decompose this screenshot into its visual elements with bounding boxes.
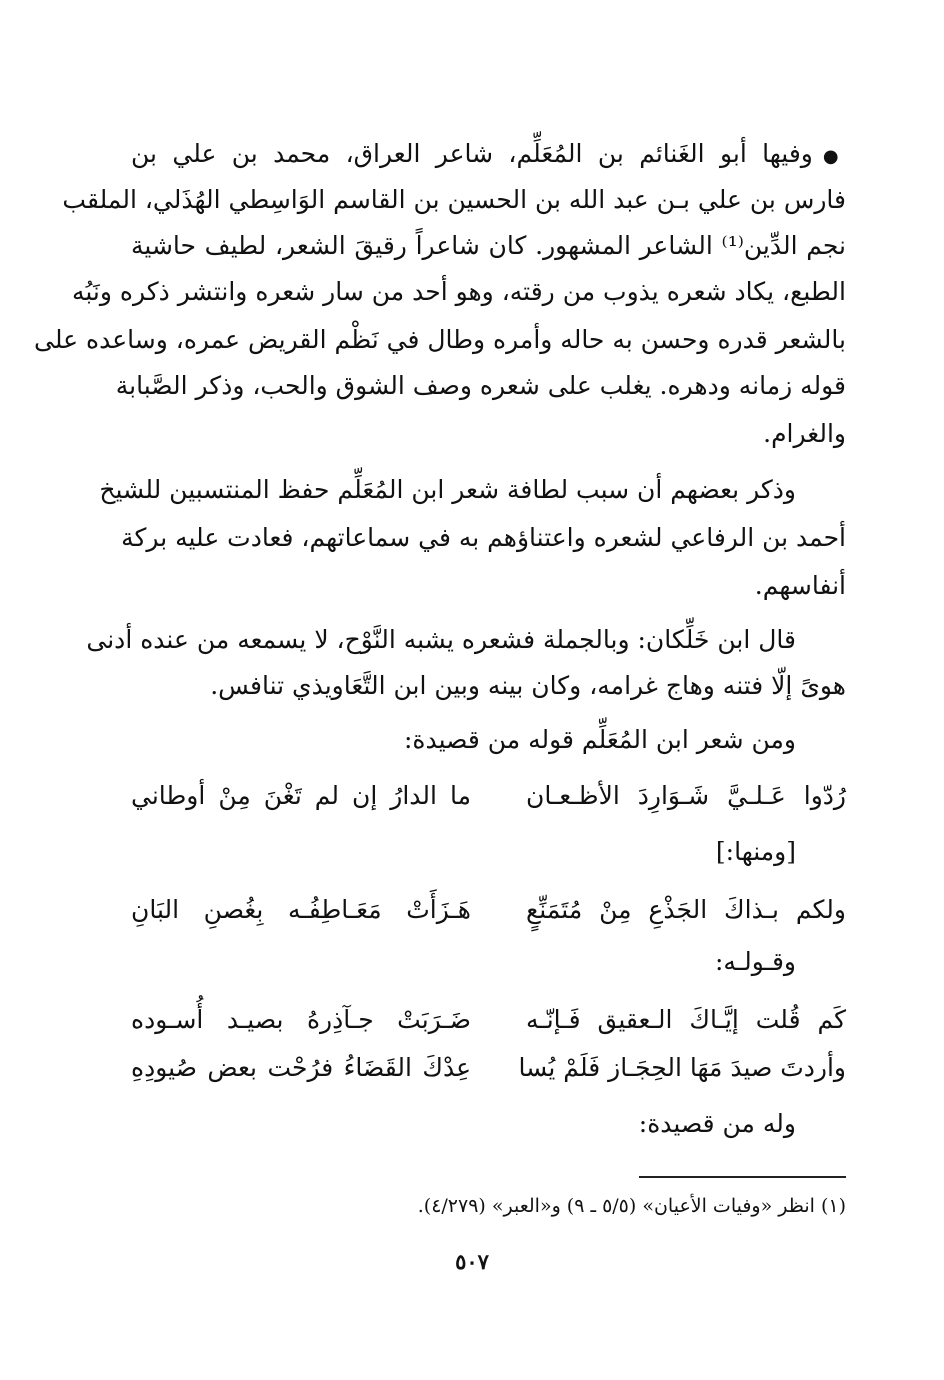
page-number: ٥٠٧ <box>455 1249 489 1274</box>
verse-first-hemistich: وأردتَ صيدَ مَهَا الحِجَـاز فَلَمْ يُسا <box>518 1053 846 1082</box>
verse-intro: ومن شعر ابن المُعَلِّم قوله من قصيدة: <box>403 725 796 754</box>
verse-intro: [ومنها:] <box>715 837 796 866</box>
footnote: (١) انظر «وفيات الأعيان» (٥/٥ ـ ٩) و«العبر» (٤/٢٧٩). <box>417 1195 846 1217</box>
verse-first-hemistich: كَم قُلت إيَّـاكَ الـعقيق فَـإنّـه <box>526 1005 846 1034</box>
text-line: والغرام. <box>763 419 846 448</box>
verse-second-hemistich: ضَـرَبَتْ جـآذِرهُ بصيـد أُسـوده <box>131 1005 471 1034</box>
text-line: هوىً إلّا فتنه وهاج غرامه، وكان بينه وبين ابن التَّعَاويذي تنافس. <box>210 671 846 700</box>
verse-first-hemistich: رُدّوا عَـلـيَّ شَـوَارِدَ الأظـعـان <box>526 781 846 810</box>
text-line: بالشعر قدره وحسن به حاله وأمره وطال في نَظْم القريض عمره، وساعده على <box>34 325 846 354</box>
poem-verse <box>131 776 846 816</box>
verse-second-hemistich: عِدْكَ القَضَاءُ فرُحْت بعض صُيودِهِ <box>131 1053 471 1082</box>
verse-intro: وقـولـه: <box>714 947 796 976</box>
text-line: ●وفيها أبو الغَنائم بن المُعَلِّم، شاعر العراق، محمد بن علي بن <box>131 139 846 168</box>
text-line: أحمد بن الرفاعي لشعره واعتناؤهم به في سماعاتهم، فعادت عليه بركة <box>121 523 846 552</box>
text-line: فارس بن علي بـن عبد الله بن الحسين بن القاسم الوَاسِطي الهُذَلي، الملقب <box>62 185 846 214</box>
text-line: الطبع، يكاد شعره يذوب من رقته، وهو أحد من سار شعره وانتشر ذكره ونَبُه <box>71 277 846 306</box>
text-line: نجم الدِّين⁽¹⁾ الشاعر المشهور. كان شاعراً رقيقَ الشعر، لطيف حاشية <box>131 231 846 260</box>
verse-first-hemistich: ولكم بـذاكَ الجَذْعِ مِنْ مُتَمَنِّعٍ <box>526 895 846 924</box>
poem-verse <box>131 1048 846 1088</box>
poem-verse <box>131 1000 846 1040</box>
text-line: أنفاسهم. <box>754 571 846 600</box>
poem-verse <box>131 890 846 930</box>
verse-second-hemistich: هَـزَأَتْ مَعَـاطِفُـه بِغُصنِ البَانِ <box>131 895 471 924</box>
verse-intro: وله من قصيدة: <box>638 1109 796 1138</box>
verse-second-hemistich: ما الدارُ إن لم تَغْنَ مِنْ أوطاني <box>131 781 471 810</box>
bullet-icon: ● <box>822 146 846 167</box>
footnote-divider <box>639 1176 846 1178</box>
text-line: وذكر بعضهم أن سبب لطافة شعر ابن المُعَلِّم حفظ المنتسبين للشيخ <box>99 475 796 504</box>
text-line: قوله زمانه ودهره. يغلب على شعره وصف الشوق والحب، وذكر الصَّبابة <box>115 371 846 400</box>
text-line: قال ابن خَلِّكان: وبالجملة فشعره يشبه النَّوْح، لا يسمعه من عنده أدنى <box>86 625 796 654</box>
